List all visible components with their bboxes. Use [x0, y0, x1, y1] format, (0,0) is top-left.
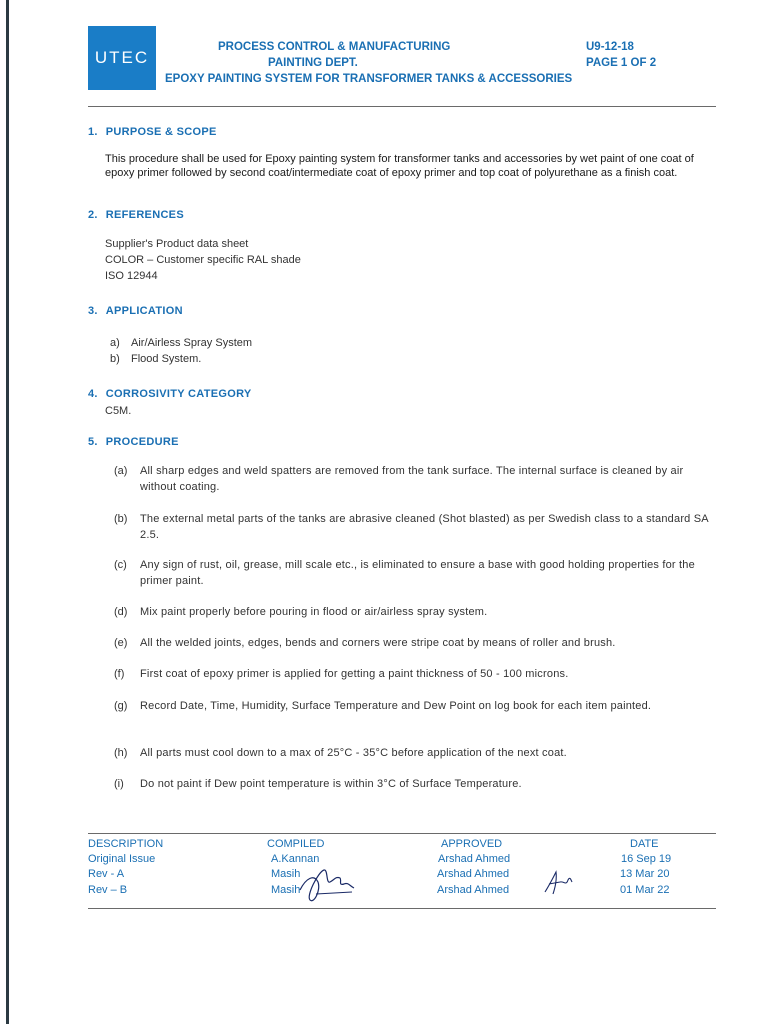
section-5-heading: [88, 436, 179, 448]
revision-description: Rev – B: [88, 884, 128, 896]
procedure-marker: (d): [114, 606, 128, 618]
approver-signature: [542, 868, 574, 898]
logo-text: UTEC: [94, 48, 150, 67]
header-doc-code: U9-12-18: [586, 41, 634, 53]
application-item: Air/Airless Spray System: [131, 337, 253, 349]
section-2-heading: [88, 209, 184, 221]
section-4-title: CORROSIVITY CATEGORY: [105, 388, 252, 400]
procedure-marker: (g): [114, 700, 128, 712]
section-5-title: PROCEDURE: [105, 436, 179, 448]
section-4-number: 4.: [88, 388, 98, 400]
section-5-number: 5.: [88, 436, 98, 448]
revision-description: Rev - A: [88, 868, 125, 880]
reference-line: ISO 12944: [105, 270, 158, 282]
revision-compiled: Masih: [271, 868, 301, 880]
header-divider: [88, 106, 716, 107]
procedure-step: First coat of epoxy primer is applied for getting a paint thickness of 50 - 100 microns.: [140, 668, 569, 680]
revision-date: 16 Sep 19: [621, 853, 672, 865]
procedure-marker: (e): [114, 637, 128, 649]
section-1-title: PURPOSE & SCOPE: [105, 126, 217, 138]
footer-header-date: DATE: [630, 838, 659, 850]
section-3-heading: [88, 305, 183, 317]
reference-line: Supplier's Product data sheet: [105, 238, 249, 250]
compiler-signature: [296, 860, 358, 910]
section-2-number: 2.: [88, 209, 98, 221]
application-item: Flood System.: [131, 353, 202, 365]
header-painting-dept: PAINTING DEPT.: [268, 57, 358, 69]
procedure-marker: (i): [114, 778, 124, 790]
footer-header-compiled: COMPILED: [267, 838, 325, 850]
procedure-marker: (h): [114, 747, 128, 759]
procedure-marker: (c): [114, 559, 127, 571]
procedure-step: The external metal parts of the tanks are abrasive cleaned (Shot blasted) as per Swedish class to a standard SA 2.5.: [140, 513, 709, 541]
procedure-step: Any sign of rust, oil, grease, mill scale etc., is eliminated to ensure a base with good holding properties for the primer paint.: [140, 559, 695, 587]
revision-date: 13 Mar 20: [620, 868, 670, 880]
section-4-heading: [88, 388, 252, 400]
revision-approved: Arshad Ahmed: [438, 853, 511, 865]
procedure-step: Record Date, Time, Humidity, Surface Temperature and Dew Point on log book for each item painted.: [140, 700, 652, 712]
corrosivity-value: C5M.: [105, 405, 132, 417]
procedure-marker: (b): [114, 513, 128, 525]
section-1-text: This procedure shall be used for Epoxy painting system for transformer tanks and accessories by wet paint of one coat of epoxy primer followed by second coat/intermediate coat of epoxy primer and top coat of polyurethane as a finish coat.: [105, 153, 694, 179]
footer-header-description: DESCRIPTION: [88, 838, 164, 850]
procedure-step: All the welded joints, edges, bends and corners were stripe coat by means of roller and brush.: [140, 637, 616, 649]
revision-description: Original Issue: [88, 853, 156, 865]
header-page-number: PAGE 1 OF 2: [586, 57, 657, 69]
procedure-step: All sharp edges and weld spatters are removed from the tank surface. The internal surface is cleaned by air without coating.: [140, 465, 684, 493]
footer-bottom-divider: [88, 908, 716, 909]
revision-compiled: A.Kannan: [271, 853, 320, 865]
reference-line: COLOR – Customer specific RAL shade: [105, 254, 301, 266]
footer-top-divider: [88, 833, 716, 834]
left-edge-bar: [6, 0, 9, 1024]
utec-logo: [88, 26, 156, 90]
application-marker: a): [110, 337, 120, 349]
revision-date: 01 Mar 22: [620, 884, 670, 896]
section-3-number: 3.: [88, 305, 98, 317]
procedure-step: Do not paint if Dew point temperature is within 3°C of Surface Temperature.: [140, 778, 522, 790]
revision-approved: Arshad Ahmed: [437, 884, 510, 896]
header-dept-title: PROCESS CONTROL & MANUFACTURING: [218, 41, 451, 53]
procedure-step: Mix paint properly before pouring in flood or air/airless spray system.: [140, 606, 488, 618]
procedure-marker: (f): [114, 668, 125, 680]
revision-approved: Arshad Ahmed: [437, 868, 510, 880]
section-1-number: 1.: [88, 126, 98, 138]
header-doc-title: EPOXY PAINTING SYSTEM FOR TRANSFORMER TANKS & ACCESSORIES: [165, 73, 573, 85]
procedure-step: All parts must cool down to a max of 25°C - 35°C before application of the next coat.: [140, 747, 567, 759]
section-1-heading: [88, 126, 217, 138]
footer-header-approved: APPROVED: [441, 838, 503, 850]
revision-compiled: Masih: [271, 884, 301, 896]
procedure-marker: (a): [114, 465, 128, 477]
section-2-title: REFERENCES: [105, 209, 184, 221]
application-marker: b): [110, 353, 120, 365]
section-3-title: APPLICATION: [105, 305, 183, 317]
